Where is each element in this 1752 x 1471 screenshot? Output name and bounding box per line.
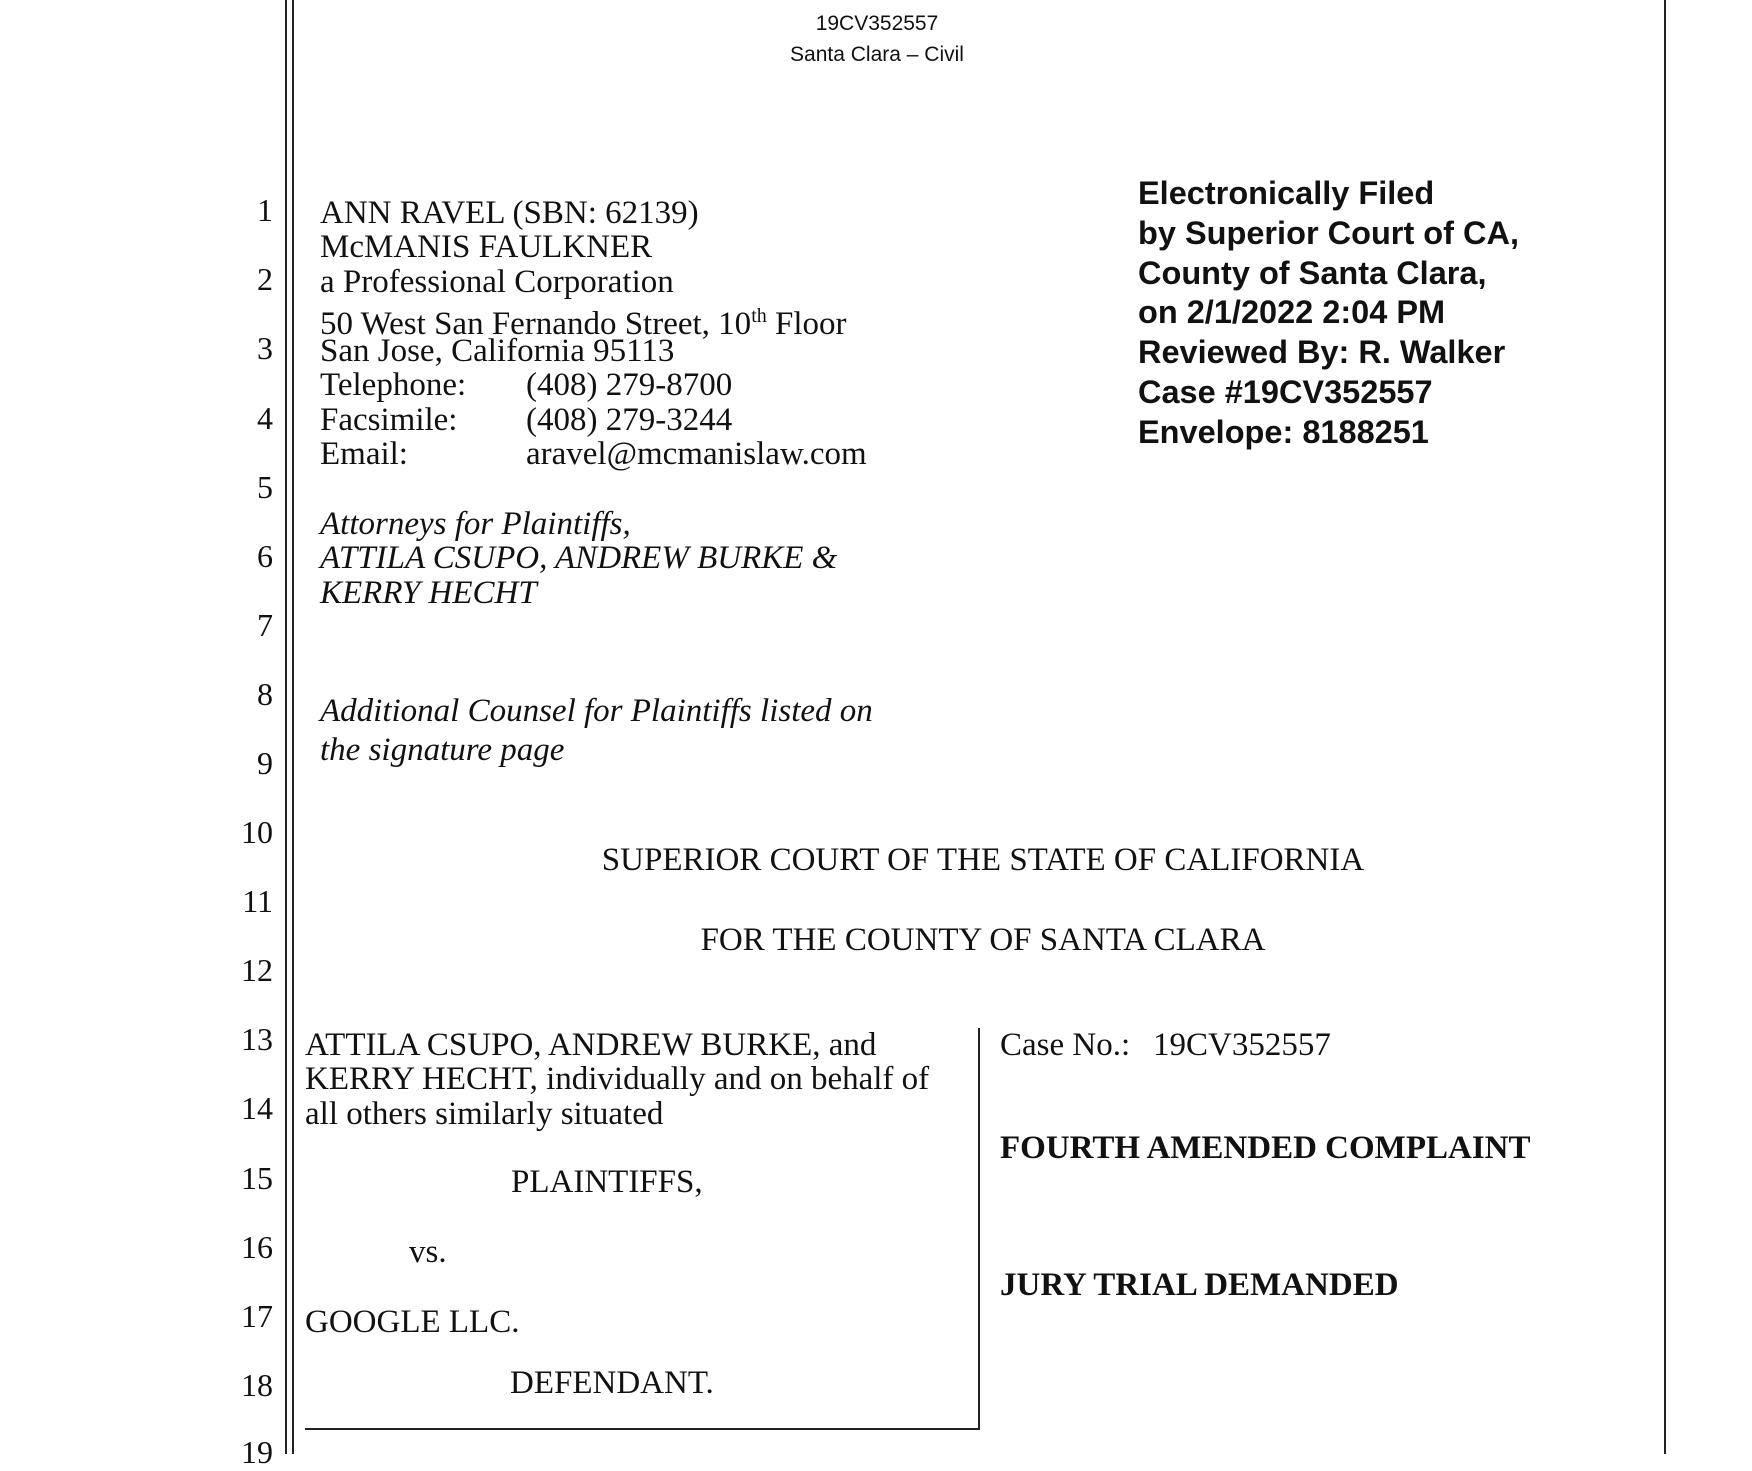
versus: vs. bbox=[409, 1234, 447, 1270]
attorneys-for: Attorneys for Plaintiffs, bbox=[320, 506, 631, 542]
line-number: 10 bbox=[241, 814, 273, 850]
line-number: 11 bbox=[242, 883, 273, 919]
filing-stamp-line: Case #19CV352557 bbox=[1138, 373, 1433, 410]
left-margin-line-inner bbox=[292, 0, 294, 1454]
email-value: aravel@mcmanislaw.com bbox=[526, 436, 867, 472]
telephone-value: (408) 279-8700 bbox=[526, 367, 733, 403]
line-number: 16 bbox=[241, 1229, 273, 1265]
filing-stamp-line: Reviewed By: R. Walker bbox=[1138, 334, 1506, 371]
left-margin-line-outer bbox=[285, 0, 287, 1454]
filing-stamp-line: on 2/1/2022 2:04 PM bbox=[1138, 294, 1446, 331]
filing-stamp-line: by Superior Court of CA, bbox=[1138, 214, 1519, 251]
line-number: 18 bbox=[241, 1367, 273, 1403]
line-number: 3 bbox=[257, 330, 273, 366]
defendant-name: GOOGLE LLC. bbox=[305, 1304, 520, 1340]
line-number: 9 bbox=[257, 745, 273, 781]
caption-parties-line2: KERRY HECHT, individually and on behalf of bbox=[305, 1061, 930, 1097]
plaintiffs-names-line1: ATTILA CSUPO, ANDREW BURKE & bbox=[320, 540, 838, 576]
additional-counsel-line1: Additional Counsel for Plaintiffs listed on bbox=[320, 693, 873, 729]
email-label: Email: bbox=[320, 436, 408, 472]
line-number: 4 bbox=[257, 400, 273, 436]
line-number: 12 bbox=[241, 952, 273, 988]
firm-name: McMANIS FAULKNER bbox=[320, 229, 653, 265]
telephone-label: Telephone: bbox=[320, 367, 467, 403]
filing-stamp-line: County of Santa Clara, bbox=[1138, 254, 1487, 291]
line-number: 6 bbox=[257, 538, 273, 574]
court-county: FOR THE COUNTY OF SANTA CLARA bbox=[700, 922, 1266, 958]
line-number: 17 bbox=[241, 1298, 273, 1334]
additional-counsel-line2: the signature page bbox=[320, 732, 565, 768]
case-number-value: 19CV352557 bbox=[1153, 1027, 1331, 1063]
line-number: 7 bbox=[257, 607, 273, 643]
caption-divider-bottom bbox=[305, 1428, 980, 1430]
line-number: 14 bbox=[241, 1090, 273, 1126]
line-number: 13 bbox=[241, 1021, 273, 1057]
caption-parties-line3: all others similarly situated bbox=[305, 1096, 664, 1132]
complaint-title: FOURTH AMENDED COMPLAINT bbox=[1000, 1130, 1531, 1166]
address-ordinal: th bbox=[751, 305, 767, 327]
court-title: SUPERIOR COURT OF THE STATE OF CALIFORNIA bbox=[601, 842, 1365, 878]
caption-divider-vertical bbox=[978, 1028, 980, 1429]
firm-type: a Professional Corporation bbox=[320, 264, 674, 300]
filing-stamp-line: Envelope: 8188251 bbox=[1138, 413, 1429, 450]
defendant-label: DEFENDANT. bbox=[510, 1365, 714, 1401]
address-floor: Floor bbox=[766, 306, 847, 342]
plaintiffs-label: PLAINTIFFS, bbox=[511, 1164, 703, 1200]
line-number: 5 bbox=[257, 469, 273, 505]
filing-stamp bbox=[1138, 174, 1519, 453]
address-street: 50 West San Fernando Street, 10 bbox=[320, 306, 752, 342]
header-court-type: Santa Clara – Civil bbox=[790, 43, 964, 66]
filing-stamp-line: Electronically Filed bbox=[1138, 175, 1435, 211]
line-number: 19 bbox=[241, 1434, 273, 1470]
header-case-number: 19CV352557 bbox=[815, 12, 939, 35]
jury-demand: JURY TRIAL DEMANDED bbox=[1000, 1267, 1399, 1303]
attorney-name: ANN RAVEL (SBN: 62139) bbox=[320, 195, 699, 231]
line-number: 1 bbox=[257, 192, 273, 228]
line-number: 15 bbox=[241, 1160, 273, 1196]
line-number: 8 bbox=[257, 676, 273, 712]
facsimile-value: (408) 279-3244 bbox=[526, 402, 733, 438]
case-number-label: Case No.: bbox=[1000, 1027, 1131, 1063]
line-number: 2 bbox=[257, 261, 273, 297]
facsimile-label: Facsimile: bbox=[320, 402, 458, 438]
right-margin-line bbox=[1664, 0, 1666, 1454]
firm-city: San Jose, California 95113 bbox=[320, 333, 675, 369]
plaintiffs-names-line2: KERRY HECHT bbox=[320, 575, 537, 611]
caption-parties-line1: ATTILA CSUPO, ANDREW BURKE, and bbox=[305, 1027, 877, 1063]
